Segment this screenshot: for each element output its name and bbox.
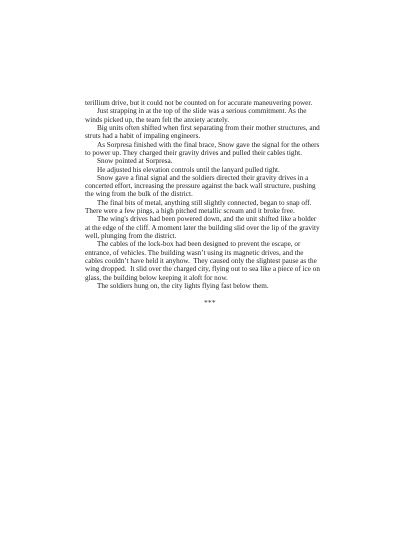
text-line: struts had a habit of impaling engineers. — [85, 132, 201, 141]
text-line: winds picked up, the team felt the anxiety acutely. — [85, 115, 230, 124]
paragraph — [85, 107, 347, 124]
text-line: cables couldn’t have held it anyhow. They caused only the slightest pause as the — [85, 256, 317, 265]
paragraph — [85, 166, 347, 174]
text-line: at the edge of the cliff. A moment later the building slid over the lip of the gravity — [85, 223, 320, 232]
text-line: concerted effort, increasing the pressure against the back wall structure, pushing — [85, 182, 316, 191]
paragraph — [85, 199, 347, 216]
paragraph — [85, 174, 347, 199]
text-line: As Sorpresa finished with the final brace, Snow gave the signal for the others — [97, 140, 320, 149]
text-line: The wing's drives had been powered down, and the unit shifted like a bolder — [97, 215, 317, 224]
text-line: terillium drive, but it could not be counted on for accurate maneuvering power. — [85, 99, 313, 107]
paragraph — [85, 157, 347, 165]
text-line: There were a few pings, a high pitched metallic scream and it broke free. — [85, 207, 295, 216]
text-line: He adjusted his elevation controls until the lanyard pulled tight. — [97, 165, 280, 174]
text-line: Snow gave a final signal and the soldiers directed their gravity drives in a — [97, 173, 309, 182]
text-line: wing dropped. It slid over the charged city, flying out to sea like a piece of ice on — [85, 265, 320, 274]
text-line: The final bits of metal, anything still slightly connected, began to snap off. — [97, 198, 312, 207]
text-line: Snow pointed at Sorpresa. — [97, 157, 173, 166]
text-line: well, plunging from the district. — [85, 232, 177, 240]
text-line: The soldiers hung on, the city lights flying fast below them. — [97, 281, 269, 290]
text-line: to power up. They charged their gravity drives and pulled their cables tight. — [85, 148, 302, 157]
text-line: Big units often shifted when first separating from their mother structures, and — [97, 123, 320, 132]
paragraph — [85, 215, 347, 240]
text-line: Just strapping in at the top of the slide was a serious commitment. As the — [97, 107, 307, 116]
body-text — [85, 99, 347, 290]
paragraph — [85, 240, 347, 282]
text-line: The cables of the lock-box had been designed to prevent the escape, or — [97, 240, 301, 249]
text-line: entrance, of vehicles. The building wasn’t using its magnetic drives, and the — [85, 248, 304, 257]
text-line: the wing from the bulk of the district. — [85, 190, 193, 199]
text-line: glass, the building below keeping it aloft for now. — [85, 273, 228, 282]
paragraph — [85, 141, 347, 158]
paragraph — [85, 124, 347, 141]
section-break: *** — [204, 299, 216, 307]
paragraph — [85, 99, 347, 107]
paragraph — [85, 282, 347, 290]
